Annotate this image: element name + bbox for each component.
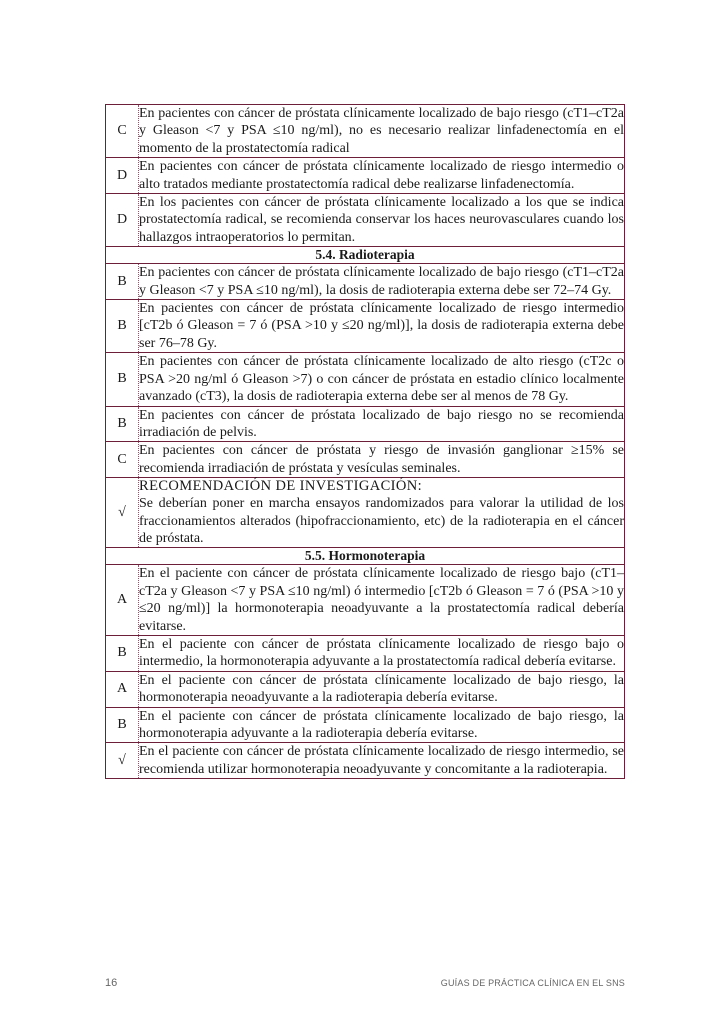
research-title: RECOMENDACIÓN DE INVESTIGACIÓN:	[139, 478, 423, 495]
grade-cell: C	[106, 442, 139, 478]
grade-cell: B	[106, 264, 139, 300]
research-row	[106, 478, 625, 548]
section-heading-radioterapia: 5.4. Radioterapia	[106, 247, 625, 264]
recommendation-text: En el paciente con cáncer de próstata clínicamente localizado de bajo riesgo, la hormonoterapia adyuvante a la radioterapia debería evitarse.	[139, 708, 624, 741]
table-row	[106, 158, 625, 194]
recommendation-text: En pacientes con cáncer de próstata clínicamente localizado de bajo riesgo (cT1–cT2a y Gleason <7 y PSA ≤10 ng/ml), no es necesario realizar linfadenectomía en el momento de la prostatectomía radical	[139, 106, 624, 156]
table-row	[106, 353, 625, 406]
recommendations-table	[105, 104, 625, 779]
table-row	[106, 442, 625, 478]
recommendation-text: En el paciente con cáncer de próstata clínicamente localizado de riesgo bajo o intermedio, la hormonoterapia adyuvante a la prostatectomía radical debería evitarse.	[139, 636, 624, 670]
grade-cell: A	[106, 671, 139, 707]
recommendation-text: En pacientes con cáncer de próstata clínicamente localizado de riesgo intermedio o alto tratados mediante prostatectomía radical debe realizarse linfadenectomía.	[139, 159, 624, 192]
grade-cell: B	[106, 406, 139, 442]
table-row	[106, 707, 625, 743]
grade-cell: D	[106, 194, 139, 247]
recommendation-text: En el paciente con cáncer de próstata clínicamente localizado de riesgo intermedio, se recomienda utilizar hormonoterapia neoadyuvante y concomitante a la radioterapia.	[139, 744, 624, 777]
table-row	[106, 406, 625, 442]
recommendation-text: Se deberían poner en marcha ensayos randomizados para valorar la utilidad de los fraccionamientos alterados (hipofraccionamiento, etc) de la radioterapia en el cáncer de próstata.	[139, 496, 624, 546]
grade-cell: √	[106, 478, 139, 548]
recommendation-text: En pacientes con cáncer de próstata clínicamente localizado de bajo riesgo (cT1–cT2a y Gleason <7 y PSA ≤10 ng/ml), la dosis de radioterapia externa debe ser 72–74 Gy.	[139, 265, 624, 298]
grade-cell: B	[106, 707, 139, 743]
grade-cell: B	[106, 300, 139, 353]
grade-cell: B	[106, 635, 139, 671]
recommendation-text: En pacientes con cáncer de próstata clínicamente localizado de riesgo intermedio [cT2b ó Gleason = 7 ó (PSA >10 y ≤20 ng/ml)], la dosis de radioterapia externa debe ser 76–78 Gy.	[139, 301, 624, 351]
grade-cell: B	[106, 353, 139, 406]
table-row	[106, 300, 625, 353]
section-heading-hormonoterapia: 5.5. Hormonoterapia	[106, 548, 625, 565]
recommendation-text: En los pacientes con cáncer de próstata clínicamente localizado a los que se indica prostatectomía radical, se recomienda conservar los haces neurovasculares cuando los hallazgos intraoperatorios lo permitan.	[139, 195, 624, 245]
table-row	[106, 743, 625, 779]
table-row	[106, 264, 625, 300]
recommendation-text: En el paciente con cáncer de próstata clínicamente localizado de bajo riesgo, la hormonoterapia neoadyuvante a la radioterapia debería evitarse.	[139, 672, 624, 706]
table-row	[106, 194, 625, 247]
research-recommendation	[139, 478, 625, 548]
table-row	[106, 671, 625, 707]
table-row	[106, 635, 625, 671]
table-row	[106, 565, 625, 636]
section-row	[106, 247, 625, 264]
recommendation-text: En pacientes con cáncer de próstata y riesgo de invasión ganglionar ≥15% se recomienda irradiación de próstata y vesículas seminales.	[139, 443, 624, 476]
grade-cell: D	[106, 158, 139, 194]
grade-cell: A	[106, 565, 139, 636]
footer-title: GUÍAS DE PRÁCTICA CLÍNICA EN EL SNS	[440, 978, 625, 988]
recommendation-text: En el paciente con cáncer de próstata clínicamente localizado de riesgo bajo (cT1–cT2a y Gleason <7 y PSA ≤10 ng/ml) ó intermedio [cT2b ó Gleason = 7 ó (PSA >10 y ≤20 ng/ml)] la hormonoterapia neoadyuvante a la prostatectomía radical debería evitarse.	[139, 566, 624, 634]
section-row	[106, 548, 625, 565]
page-number: 16	[105, 977, 118, 989]
grade-cell: C	[106, 105, 139, 158]
recommendation-text: En pacientes con cáncer de próstata clínicamente localizado de alto riesgo (cT2c o PSA >20 ng/ml ó Gleason >7) o con cáncer de próstata en estadio clínico localmente avanzado (cT3), la dosis de radioterapia externa debe ser al menos de 78 Gy.	[139, 354, 624, 405]
recommendation-text: En pacientes con cáncer de próstata localizado de bajo riesgo no se recomienda irradiación de pelvis.	[139, 407, 624, 440]
table-row	[106, 105, 625, 158]
grade-cell: √	[106, 743, 139, 779]
